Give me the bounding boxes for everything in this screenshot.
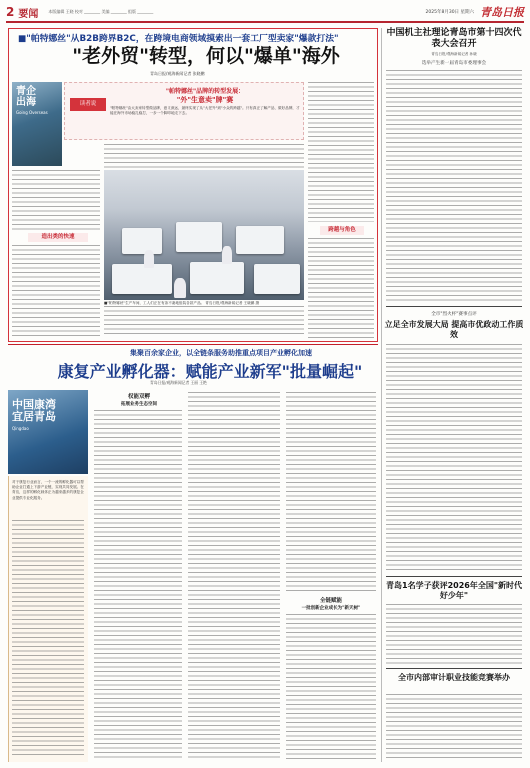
- news-headline: 中国机主社理论青岛市第十四次代表大会召开: [386, 28, 522, 49]
- factory-worker: [174, 278, 186, 298]
- reader-comment-tag: 读者说: [70, 98, 106, 111]
- news-body: [386, 604, 522, 664]
- column-logo-title: 中国康湾 宜居青岛: [12, 398, 56, 423]
- news-body: [386, 70, 522, 302]
- bottom-body-column: [188, 392, 280, 760]
- news-body: [386, 694, 522, 760]
- section-name: 要闻: [18, 8, 39, 20]
- factory-machine: [176, 222, 222, 252]
- feature-body-column: [104, 306, 304, 336]
- factory-photo: [104, 170, 304, 300]
- column-logo-title: 青企 出海: [16, 86, 36, 108]
- feature-body-column: [104, 144, 304, 168]
- issue-date: 2025年8月30日 星期六: [425, 10, 474, 15]
- story-separator: [386, 306, 522, 307]
- column-logo-subtitle: Going Overseas: [16, 110, 48, 115]
- feature-body-column: [12, 170, 100, 230]
- column-logo-subtitle: Qingdao: [12, 426, 29, 431]
- factory-worker: [222, 246, 232, 264]
- bottom-subhead: 全链赋能: [319, 598, 342, 604]
- story-separator: [386, 576, 522, 577]
- feature-body-column: [308, 82, 374, 222]
- factory-worker: [144, 250, 154, 268]
- feature-body-column: [12, 245, 100, 337]
- editor-credits: 本版编辑 王晓 校对 ________ 美编 ________ 组版 ________: [48, 9, 154, 14]
- bottom-subhead-secondary: 拓展业务生态空间: [121, 402, 157, 407]
- story-separator: [8, 344, 378, 345]
- factory-machine: [112, 264, 172, 294]
- feature-headline: "老外贸"转型，何以"爆单"海外: [72, 45, 340, 67]
- masthead: [6, 4, 524, 20]
- feature-subhead: 跨越与角色: [320, 226, 364, 235]
- news-headline: 立足全市发展大局 提高市优政动工作质效: [384, 320, 524, 339]
- news-body: [386, 344, 522, 572]
- bottom-subhead-secondary: 一批创新企业成长为"新天树": [301, 606, 361, 611]
- column-divider: [381, 28, 382, 762]
- feature-body-column: [308, 238, 374, 338]
- news-headline: 青岛1名学子获评2026年全国"新时代好少年": [386, 581, 522, 600]
- story-separator: [386, 668, 522, 669]
- news-byline: 青岛日报/观海新闻记者 孙晓: [431, 52, 477, 56]
- reader-comment-subtitle: "外"生意卖"牌"赛: [176, 96, 234, 104]
- bottom-body-column: [94, 410, 182, 760]
- bottom-headline: 康复产业孵化器：赋能产业新军"批量崛起": [57, 362, 363, 381]
- sidebar-commentary-text: 对于康复行业而言，一个一流的孵化器可以帮助企业打通上下游产业链，实现共同发展。在青岛，这样的孵化载体正为越来越多的康复企业提供专业化服务。: [12, 480, 84, 500]
- masthead-rule: [6, 21, 524, 23]
- bottom-subhead: 权能双孵: [127, 394, 150, 400]
- newspaper-logo: 青岛日报: [480, 6, 524, 19]
- sidebar-body: [12, 520, 84, 758]
- factory-machine: [236, 226, 284, 254]
- page-number: 2: [6, 5, 15, 19]
- reader-comment-body: "帕特娜丝"由大卖家转型做品牌，意义深远，最终实现了从"大老外"到"小众的跨越"。只有真正了解产品、做好品牌，才能在海外市场稳扎稳打，一步一个脚印地走下去。: [110, 106, 300, 115]
- factory-machine: [254, 264, 300, 294]
- bottom-kicker: 集聚百余家企业，以全链条服务助推重点项目产业孵化加速: [130, 349, 312, 357]
- feature-kicker: ■"帕特娜丝"从B2B跨界B2C，在跨境电商领域摸索出一套工厂型卖家"爆款打法": [18, 34, 339, 44]
- bottom-byline: 青岛日报/观海新闻记者 王丽 王艳: [150, 380, 207, 385]
- news-kicker: 全市"烈火杯"赛事点评: [431, 312, 477, 317]
- news-subheadline: 选举产生新一届青岛市委理事会: [421, 61, 487, 66]
- feature-byline: 青岛日报/观海新闻记者 张晓鹏: [150, 71, 205, 76]
- reader-comment-title: "帕特娜丝"品牌的转型发展：: [165, 88, 245, 95]
- factory-machine: [190, 262, 244, 294]
- bottom-body-column: [286, 614, 376, 760]
- feature-subhead: 造出类的快速: [28, 233, 88, 242]
- bottom-body-column: [286, 392, 376, 592]
- news-headline: 全市内部审计职业技能竞赛举办: [398, 673, 510, 682]
- factory-machine: [122, 228, 162, 254]
- photo-caption: ■"帕特娜丝"生产车间，工人们正在有条不紊地组装各款产品。 青岛日报/观海新闻记者 王晓鹏 摄: [104, 301, 260, 305]
